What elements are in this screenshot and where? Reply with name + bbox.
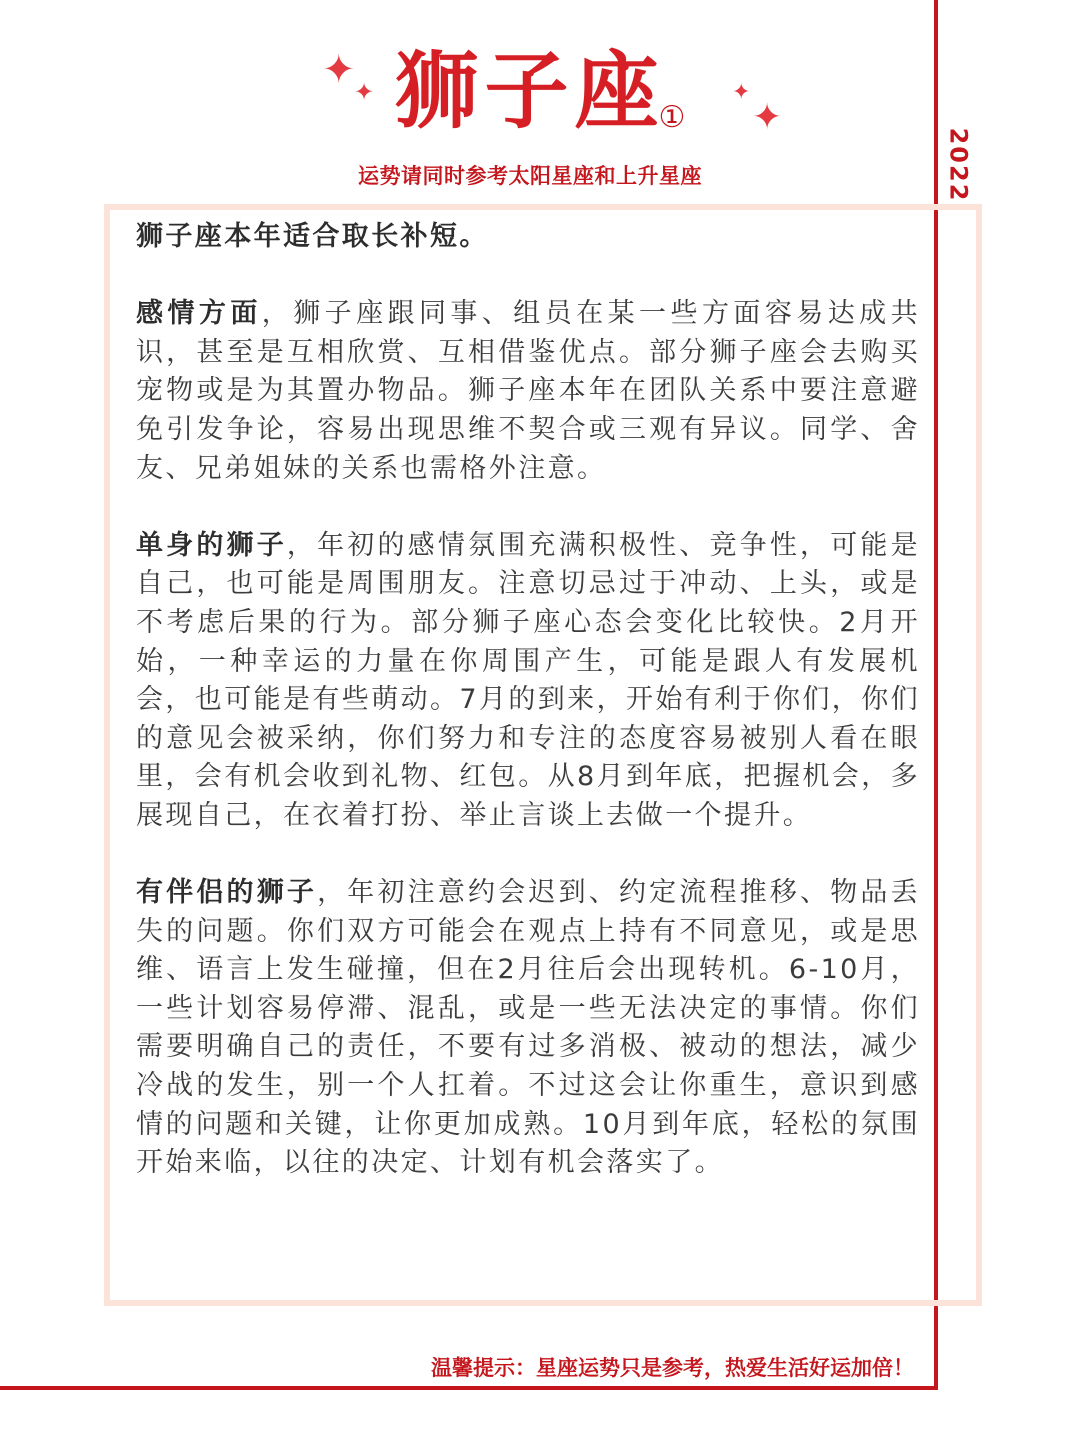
sparkle-icon: ✦ [354,78,375,106]
section-text: ，年初注意约会迟到、约定流程推移、物品丢失的问题。你们双方可能会在观点上持有不同意见，或是思维、语言上发生碰撞，但在2月往后会出现转机。6-10月，一些计划容易停滞、混乱，或是一些无法决定的事情。你们需要明确自己的责任，不要有过多消极、被动的想法，减少冷战的发生，别一个人扛着。不过这会让你重生，意识到感情的问题和关键，让你更加成熟。10月到年底，轻松的氛围开始来临，以往的决定、计划有机会落实了。 [136,877,920,1179]
title-number: ① [658,100,686,135]
section-heading: 感情方面 [136,298,262,330]
subtitle: 运势请同时参考太阳星座和上升星座 [358,164,702,188]
article-body [136,218,920,1221]
section-paragraph [136,874,920,1183]
section-paragraph [136,295,920,488]
section-paragraph [136,527,920,836]
title-main: 狮子座 [394,42,665,140]
intro-paragraph [136,218,920,257]
section-heading: 单身的狮子 [136,529,287,561]
year-label: 2022 [944,127,973,203]
page-title [0,36,1080,146]
intro-text: 狮子座本年适合取长补短。 [136,221,489,252]
sparkle-icon: ✦ [322,47,356,93]
section-heading: 有伴侣的狮子 [136,877,318,909]
section-text: ，狮子座跟同事、组员在某一些方面容易达成共识，甚至是互相欣赏、互相借鉴优点。部分狮子座会去购买宠物或是为其置办物品。狮子座本年在团队关系中要注意避免引发争论，容易出现思维不契合或三观有异议。同学、舍友、兄弟姐妹的关系也需格外注意。 [136,298,920,484]
sparkle-icon: ✦ [732,80,751,105]
footer-tip: 温馨提示：星座运势只是参考，热爱生活好运加倍！ [431,1356,914,1380]
sparkle-icon: ✦ [752,97,783,138]
frame-horizontal-line [0,1386,938,1390]
section-text: ，年初的感情氛围充满积极性、竞争性，可能是自己，也可能是周围朋友。注意切忌过于冲动、上头，或是不考虑后果的行为。部分狮子座心态会变化比较快。2月开始，一种幸运的力量在你周围产生，可能是跟人有发展机会，也可能是有些萌动。7月的到来，开始有利于你们，你们的意见会被采纳，你们努力和专注的态度容易被别人看在眼里，会有机会收到礼物、红包。从8月到年底，把握机会，多展现自己，在衣着打扮、举止言谈上去做一个提升。 [136,529,920,831]
